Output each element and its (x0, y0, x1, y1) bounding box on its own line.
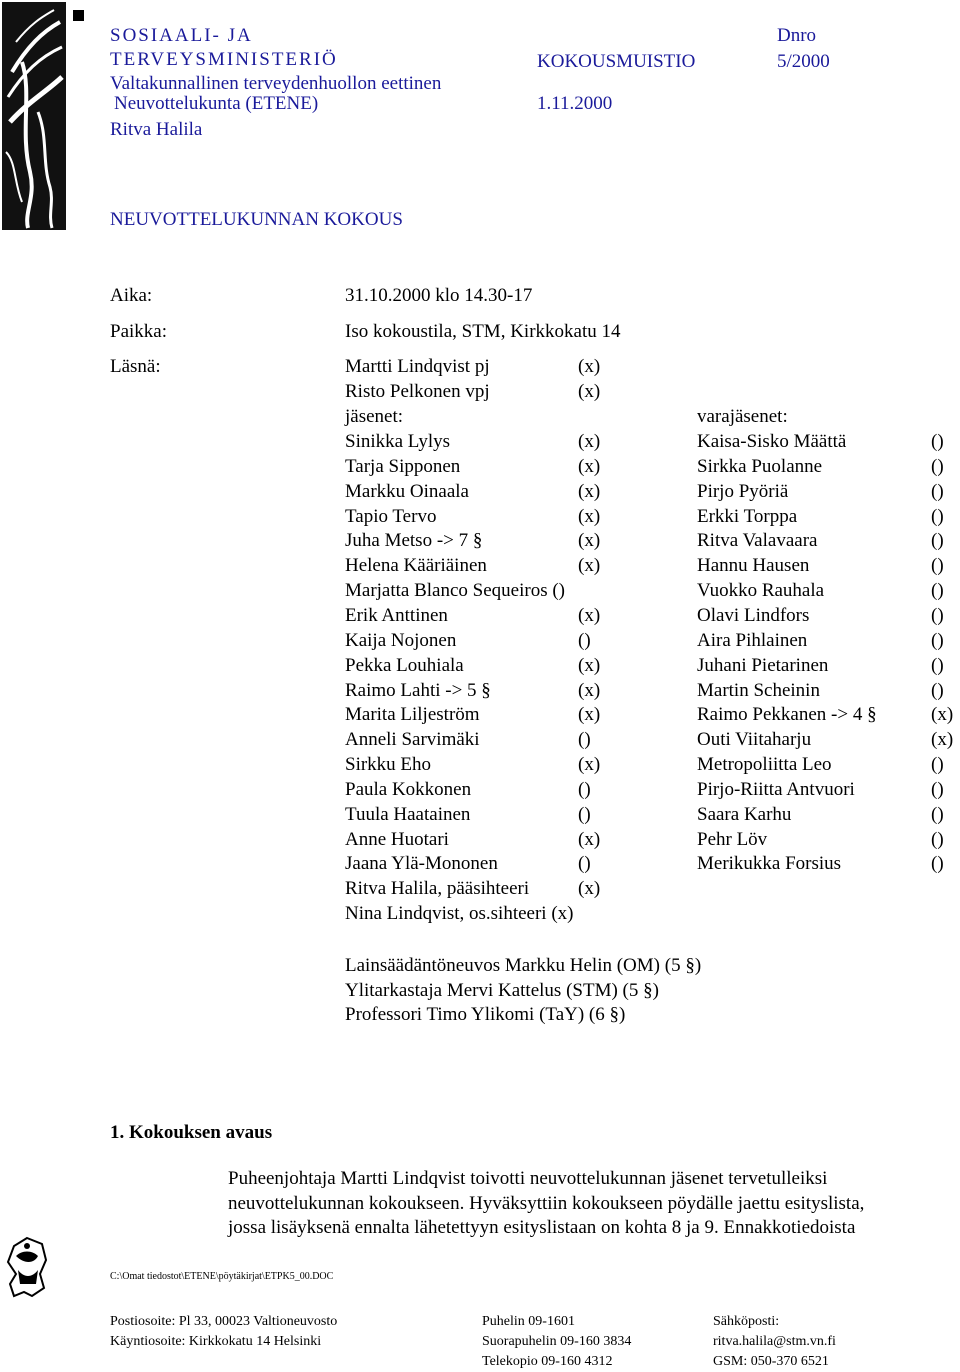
paragraph-line: Puheenjohtaja Martti Lindqvist toivotti neuvottelukunnan jäsenet tervetulleiksi (228, 1168, 828, 1189)
deputy-name: Aira Pihlainen (697, 629, 808, 651)
member-attendance-mark: (x) (578, 654, 601, 676)
board-name-line2: Neuvottelukunta (ETENE) (114, 93, 319, 114)
page-title: NEUVOTTELUKUNNAN KOKOUS (110, 209, 403, 230)
member-name: Anne Huotari (345, 828, 449, 850)
deputy-attendance-mark: () (931, 580, 944, 602)
members-heading: jäsenet: (345, 406, 404, 427)
deputy-attendance-mark: (x) (931, 704, 954, 726)
member-attendance-mark: () (578, 803, 591, 825)
member-name: Tarja Sipponen (345, 455, 461, 477)
table-row (0, 679, 960, 704)
deputy-attendance-mark: () (931, 754, 944, 776)
member-attendance-mark: () (578, 853, 591, 875)
deputy-name: Ritva Valavaara (697, 530, 818, 552)
deputies-heading: varajäsenet: (697, 406, 788, 427)
board-name-line1: Valtakunnallinen terveydenhuollon eettinen (110, 73, 442, 94)
table-row (0, 902, 960, 927)
deputy-attendance-mark: (x) (931, 729, 954, 751)
member-attendance-mark: (x) (578, 555, 601, 577)
table-row (0, 852, 960, 877)
secretary-name: Ritva Halila, pääsihteeri (345, 878, 530, 900)
deputy-attendance-mark: () (931, 530, 944, 552)
vice-chair-mark: (x) (578, 381, 601, 402)
table-row (0, 604, 960, 629)
list-item (0, 380, 960, 405)
table-row (0, 529, 960, 554)
footer-gsm: GSM: 050-370 6521 (713, 1354, 829, 1369)
table-row (0, 654, 960, 679)
table-row (0, 728, 960, 753)
table-row (0, 455, 960, 480)
footer-visiting-address: Käyntiosoite: Kirkkokatu 14 Helsinki (110, 1334, 322, 1349)
footer-email-label: Sähköposti: (713, 1314, 780, 1329)
member-name: Jaana Ylä-Mononen (345, 853, 498, 875)
author-name: Ritva Halila (110, 119, 203, 140)
chair-name: Martti Lindqvist pj (345, 356, 490, 377)
corner-marker (73, 10, 84, 21)
member-name: Sinikka Lylys (345, 431, 451, 452)
deputy-attendance-mark: () (931, 431, 944, 452)
deputy-name: Martin Scheinin (697, 679, 820, 701)
ministry-name-line1: SOSIAALI- JA (110, 25, 253, 46)
table-row (0, 753, 960, 778)
table-row (0, 554, 960, 579)
present-label: Läsnä: (110, 356, 161, 377)
deputy-attendance-mark: () (931, 803, 944, 825)
secretary-name: Nina Lindqvist, os.sihteeri (x) (345, 903, 574, 925)
deputy-name: Sirkka Puolanne (697, 455, 823, 477)
member-name: Juha Metso -> 7 § (345, 530, 483, 552)
member-name: Markku Oinaala (345, 480, 469, 502)
deputy-attendance-mark: () (931, 480, 944, 502)
member-name: Paula Kokkonen (345, 778, 472, 800)
table-row (0, 629, 960, 654)
deputy-name: Outi Viitaharju (697, 729, 812, 751)
deputy-name: Kaisa-Sisko Määttä (697, 431, 847, 452)
member-name: Marjatta Blanco Sequeiros () (345, 580, 566, 602)
member-attendance-mark: (x) (578, 754, 601, 776)
member-name: Kaija Nojonen (345, 629, 457, 651)
member-name: Erik Anttinen (345, 604, 448, 626)
deputy-attendance-mark: () (931, 679, 944, 701)
place-label: Paikka: (110, 321, 167, 342)
table-row (0, 579, 960, 604)
table-row (0, 877, 960, 902)
guest-line: Ylitarkastaja Mervi Kattelus (STM) (5 §) (345, 980, 659, 1001)
member-attendance-mark: (x) (578, 704, 601, 726)
member-attendance-mark: (x) (578, 530, 601, 552)
deputy-name: Pirjo-Riitta Antvuori (697, 778, 855, 800)
file-path: C:\Omat tiedostot\ETENE\pöytäkirjat\ETPK5_00.DOC (110, 1271, 334, 1282)
guest-line: Professori Timo Ylikomi (TaY) (6 §) (345, 1004, 626, 1025)
member-name: Pekka Louhiala (345, 654, 464, 676)
member-attendance-mark: (x) (578, 505, 601, 527)
secretary-attendance-mark: (x) (578, 878, 601, 900)
document-type: KOKOUSMUISTIO (537, 51, 696, 72)
member-name: Sirkku Eho (345, 754, 432, 776)
deputy-attendance-mark: () (931, 455, 944, 477)
deputy-name: Hannu Hausen (697, 555, 810, 577)
list-item (0, 405, 960, 430)
deputy-attendance-mark: () (931, 505, 944, 527)
member-attendance-mark: (x) (578, 828, 601, 850)
section-heading: 1. Kokouksen avaus (110, 1122, 273, 1143)
deputy-name: Pehr Löv (697, 828, 768, 850)
deputy-name: Saara Karhu (697, 803, 792, 825)
place-value: Iso kokoustila, STM, Kirkkokatu 14 (345, 321, 621, 342)
deputy-attendance-mark: () (931, 629, 944, 651)
deputy-attendance-mark: () (931, 778, 944, 800)
deputy-attendance-mark: () (931, 555, 944, 577)
member-name: Tuula Haatainen (345, 803, 471, 825)
table-row (0, 480, 960, 505)
chair-mark: (x) (578, 356, 601, 377)
dnro-value: 5/2000 (777, 51, 830, 72)
member-attendance-mark: () (578, 629, 591, 651)
deputy-attendance-mark: () (931, 828, 944, 850)
deputy-name: Pirjo Pyöriä (697, 480, 789, 502)
member-attendance-mark: (x) (578, 480, 601, 502)
member-name: Marita Liljeström (345, 704, 480, 726)
list-item (0, 355, 960, 380)
member-name: Tapio Tervo (345, 505, 437, 527)
section-paragraph (228, 1167, 953, 1241)
ministry-logo-icon (2, 2, 66, 230)
member-attendance-mark: (x) (578, 679, 601, 701)
vice-chair-name: Risto Pelkonen vpj (345, 381, 490, 402)
guest-line: Lainsäädäntöneuvos Markku Helin (OM) (5 §) (345, 955, 702, 976)
lion-crest-icon (2, 1234, 52, 1300)
deputy-name: Erkki Torppa (697, 505, 798, 527)
ministry-name-line2: TERVEYSMINISTERIÖ (110, 49, 338, 70)
deputy-name: Raimo Pekkanen -> 4 § (697, 704, 877, 726)
footer-email[interactable]: ritva.halila@stm.vn.fi (713, 1334, 836, 1349)
paragraph-line: neuvottelukunnan kokoukseen. Hyväksyttiin kokoukseen pöydälle jaettu esityslista, (228, 1192, 865, 1214)
member-attendance-mark: (x) (578, 455, 601, 477)
deputy-attendance-mark: () (931, 853, 944, 875)
member-name: Anneli Sarvimäki (345, 729, 480, 751)
time-label: Aika: (110, 285, 153, 306)
member-attendance-mark: () (578, 729, 591, 751)
table-row (0, 505, 960, 530)
deputy-attendance-mark: () (931, 604, 944, 626)
footer-phone: Puhelin 09-1601 (482, 1314, 575, 1329)
member-attendance-mark: () (578, 778, 591, 800)
member-attendance-mark: (x) (578, 431, 601, 452)
deputy-name: Vuokko Rauhala (697, 580, 825, 602)
document-date: 1.11.2000 (537, 93, 613, 114)
deputy-name: Merikukka Forsius (697, 853, 842, 875)
table-row (0, 828, 960, 853)
member-name: Helena Kääriäinen (345, 555, 487, 577)
deputy-name: Juhani Pietarinen (697, 654, 829, 676)
footer-postal-address: Postiosoite: Pl 33, 00023 Valtioneuvosto (110, 1314, 338, 1329)
paragraph-line: jossa lisäyksenä ennalta lähetettyyn esityslistaan on kohta 8 ja 9. Ennakkotiedoista (228, 1217, 856, 1238)
table-row (0, 778, 960, 803)
deputy-name: Metropoliitta Leo (697, 754, 832, 776)
time-value: 31.10.2000 klo 14.30-17 (345, 285, 533, 306)
table-row (0, 703, 960, 728)
footer-fax: Telekopio 09-160 4312 (482, 1354, 613, 1369)
dnro-label: Dnro (777, 25, 817, 46)
footer-direct-phone: Suorapuhelin 09-160 3834 (482, 1334, 632, 1349)
deputy-name: Olavi Lindfors (697, 604, 810, 626)
deputy-attendance-mark: () (931, 654, 944, 676)
table-row (0, 430, 960, 455)
table-row (0, 803, 960, 828)
member-name: Raimo Lahti -> 5 § (345, 679, 491, 701)
member-attendance-mark: (x) (578, 604, 601, 626)
